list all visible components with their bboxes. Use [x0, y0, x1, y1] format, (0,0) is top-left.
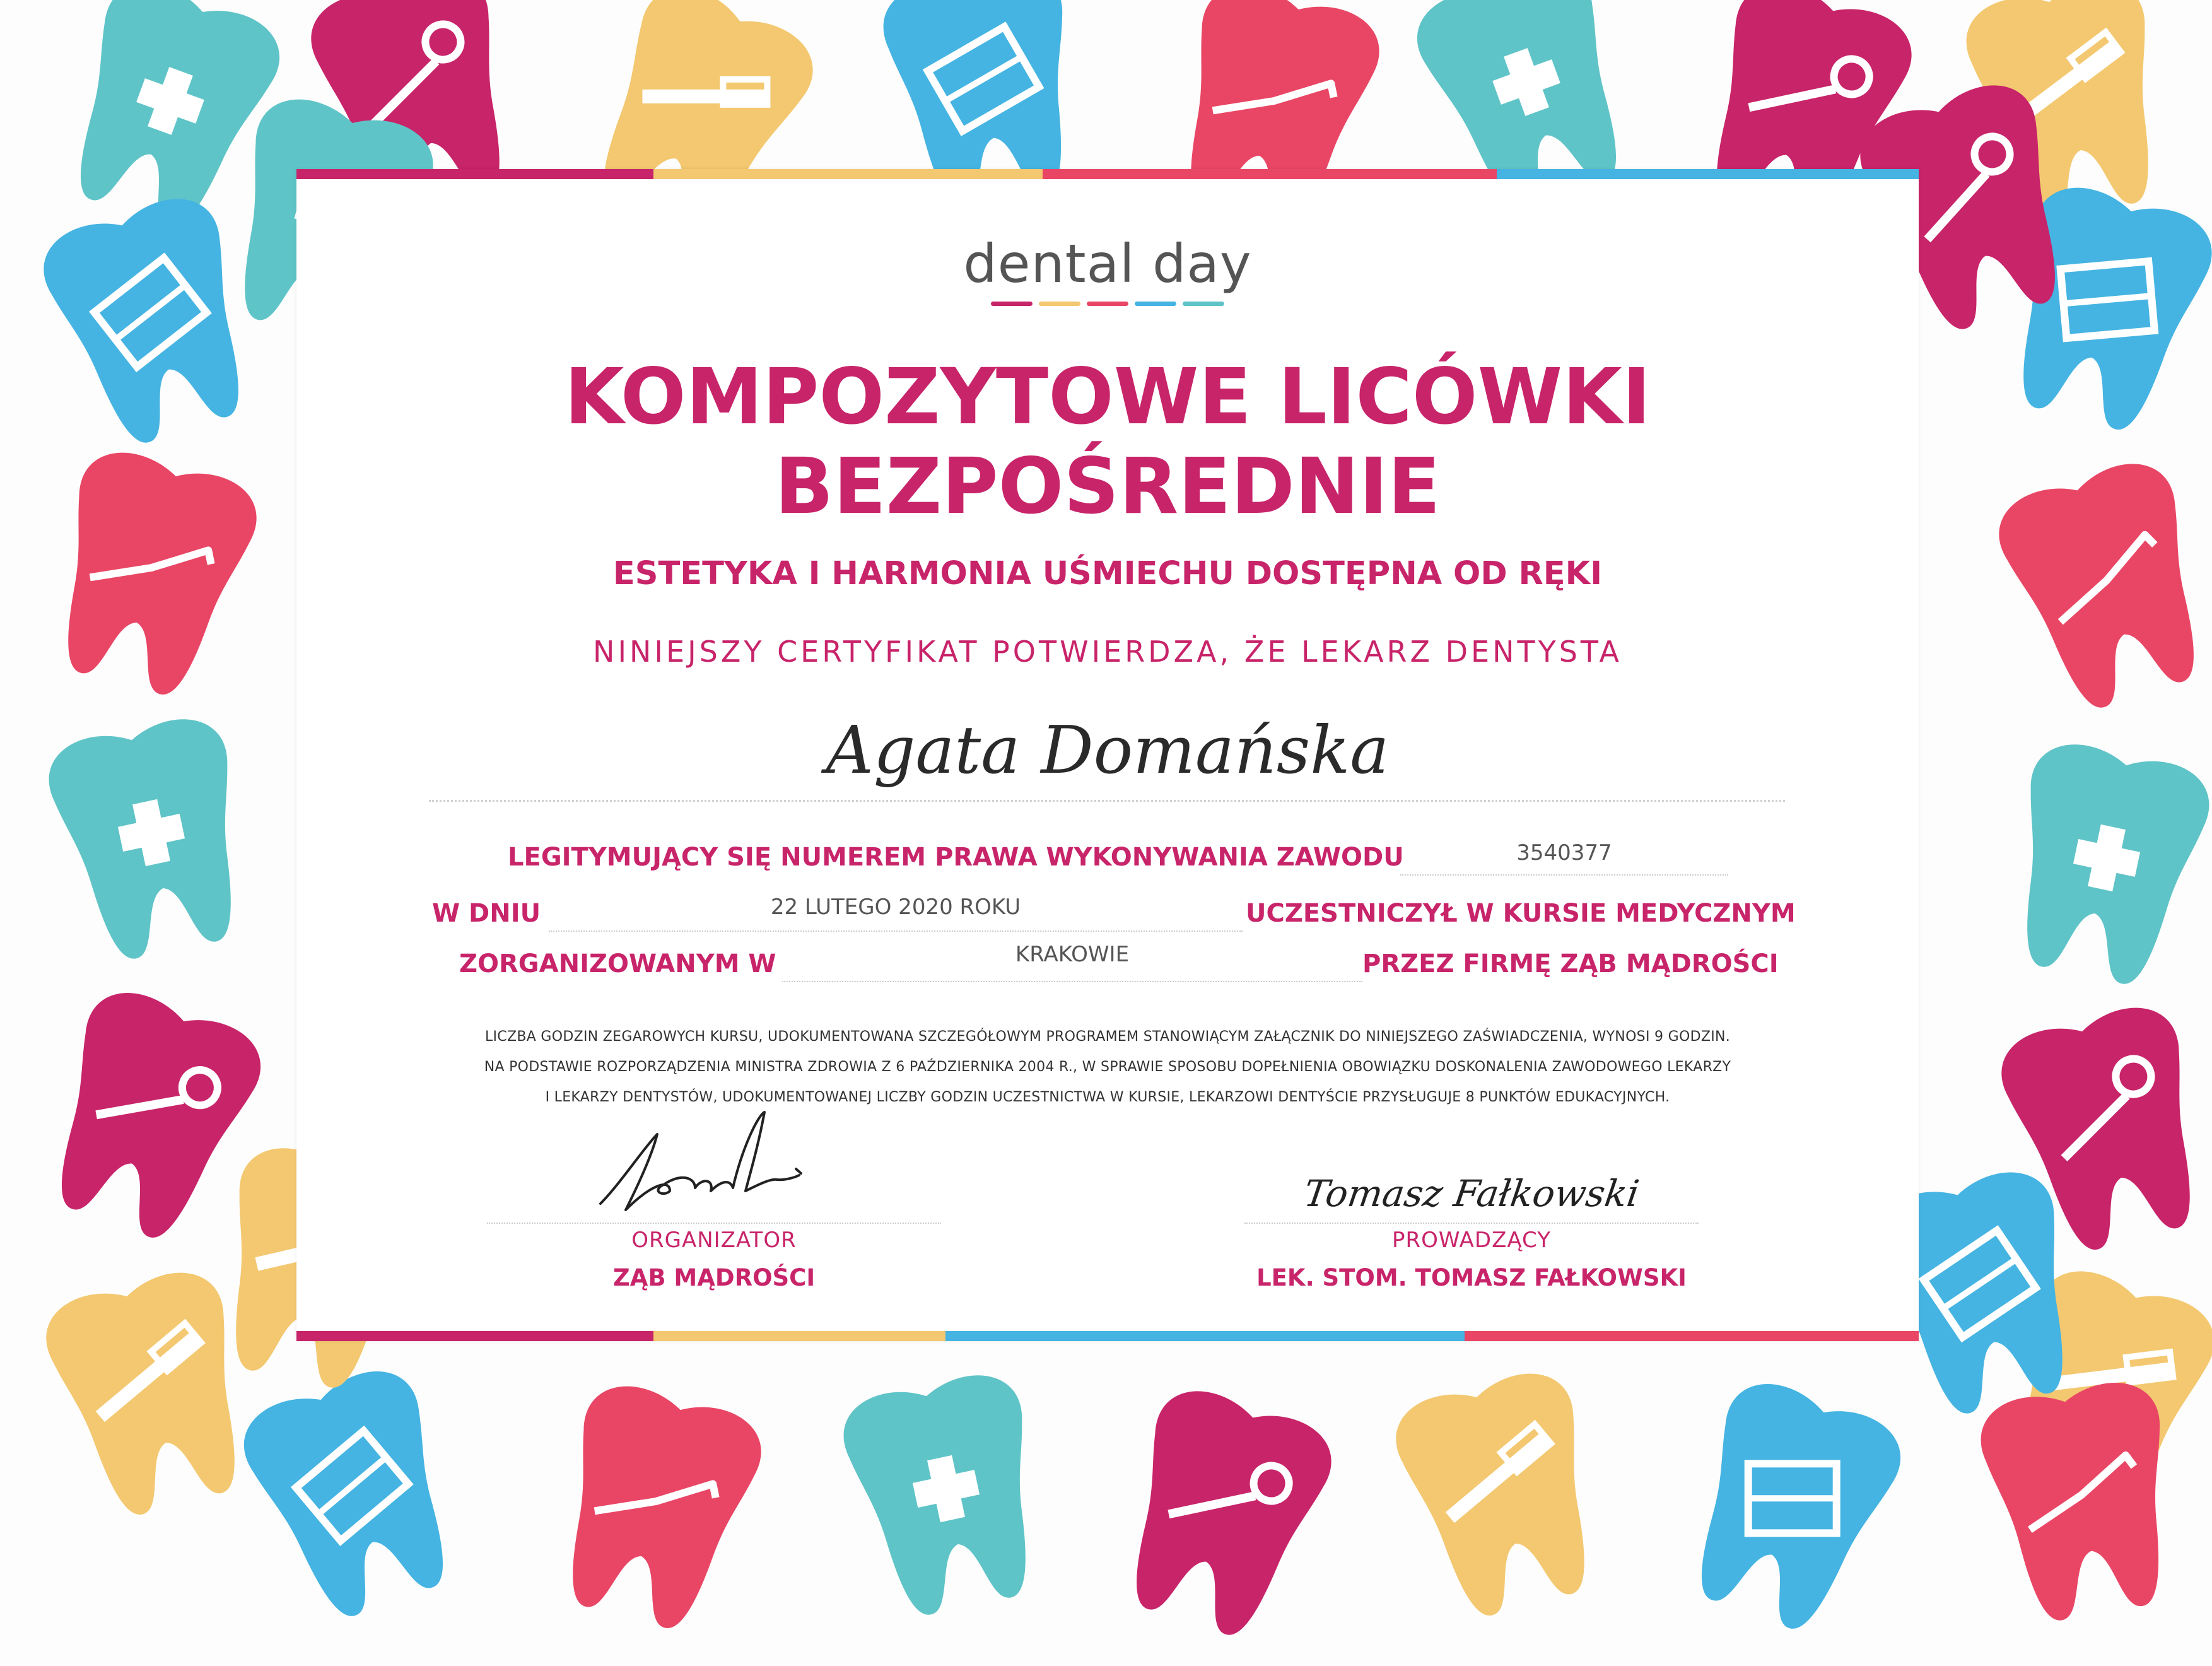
date-value: 22 LUTEGO 2020 ROKU — [770, 895, 1021, 920]
panel-bottom-color-strip — [296, 1331, 1919, 1341]
panel-top-color-strip — [296, 169, 1919, 179]
tooth-icon — [1359, 1337, 1643, 1640]
certificate-subtitle: ESTETYKA I HARMONIA UŚMIECHU DOSTĘPNA OD RĘKI — [612, 555, 1603, 592]
tooth-icon — [1960, 425, 2212, 736]
small-print-line-1: LICZBA GODZIN ZEGAROWYCH KURSU, UDOKUMENTOWANA SZCZEGÓŁOWYM PROGRAMEM STANOWIĄCYM ZAŁĄCZNIK DO NINIEJSZEGO ZAŚWIADCZENIA, WYNOSI 9 GODZIN. — [484, 1029, 1731, 1045]
title-line-2: BEZPOŚREDNIE — [775, 442, 1441, 531]
date-label: W DNIU — [432, 899, 541, 928]
small-print-line-2: NA PODSTAWIE ROZPORZĄDZENIA MINISTRA ZDROWIA Z 6 PAŹDZIERNIKA 2004 R., W SPRAWIE SPOSOBU DOPEŁNIENIA OBOWIĄZKU DOSKONALENIA ZAWODOWEGO LEKARZY — [484, 1059, 1731, 1075]
tooth-icon — [809, 1342, 1083, 1636]
recipient-name-line — [429, 800, 1785, 802]
organized-label: ZORGANIZOWANYM W — [459, 949, 776, 978]
small-print-line-3: I LEKARZY DENTYSTÓW, UDOKUMENTOWANEJ LICZBY GODZIN UCZESTNICTWA W KURSIE, LEKARZOWI DENTYŚCIE PRZYSŁUGUJE 8 PUNKTÓW EDUKACYJNYCH. — [545, 1089, 1670, 1105]
participated-label: UCZESTNICZYŁ W KURSIE MEDYCZNYM — [1246, 899, 1796, 928]
dental-day-logo — [296, 233, 1919, 306]
organizer-signature-block — [430, 1109, 998, 1291]
instructor-signature-block — [1188, 1109, 1755, 1291]
tooth-icon — [9, 416, 293, 719]
organizer-label: PRZEZ FIRMĘ ZĄB MĄDROŚCI — [1362, 949, 1779, 978]
license-number: 3540377 — [1516, 840, 1612, 865]
instructor-signature-line — [1244, 1223, 1699, 1224]
logo-text: dental day — [963, 233, 1252, 295]
instructor-name: LEK. STOM. TOMASZ FAŁKOWSKI — [1256, 1264, 1687, 1291]
tooth-icon — [513, 1350, 798, 1653]
legal-small-print — [385, 1022, 1830, 1113]
date-fill-line — [549, 930, 1243, 932]
instructor-handwriting-text: Tomasz Fałkowski — [1301, 1172, 1642, 1215]
certificate-panel — [296, 169, 1919, 1341]
tooth-icon — [1969, 711, 2212, 1005]
instructor-role: PROWADZĄCY — [1392, 1228, 1551, 1253]
organizer-handwritten-signature — [575, 1109, 853, 1223]
location-value: KRAKOWIE — [1015, 942, 1130, 967]
certificate-title — [296, 352, 1919, 531]
certify-statement: NINIEJSZY CERTYFIKAT POTWIERDZA, ŻE LEKARZ DENTYSTA — [593, 635, 1622, 669]
license-fill-line — [1400, 874, 1728, 876]
organizer-name: ZĄB MĄDROŚCI — [612, 1264, 816, 1291]
title-line-1: KOMPOZYTOWE LICÓWKI — [564, 352, 1651, 442]
instructor-handwritten-signature — [1188, 1109, 1755, 1223]
tooth-icon — [1077, 1352, 1371, 1663]
tooth-icon — [14, 686, 288, 980]
logo-color-bars — [296, 302, 1919, 306]
recipient-name: Agata Domańska — [826, 712, 1390, 789]
license-label: LEGITYMUJĄCY SIĘ NUMEREM PRAWA WYKONYWANIA ZAWODU — [508, 843, 1404, 872]
organizer-role: ORGANIZATOR — [631, 1228, 797, 1253]
location-fill-line — [782, 981, 1362, 982]
organizer-signature-line — [487, 1223, 941, 1224]
